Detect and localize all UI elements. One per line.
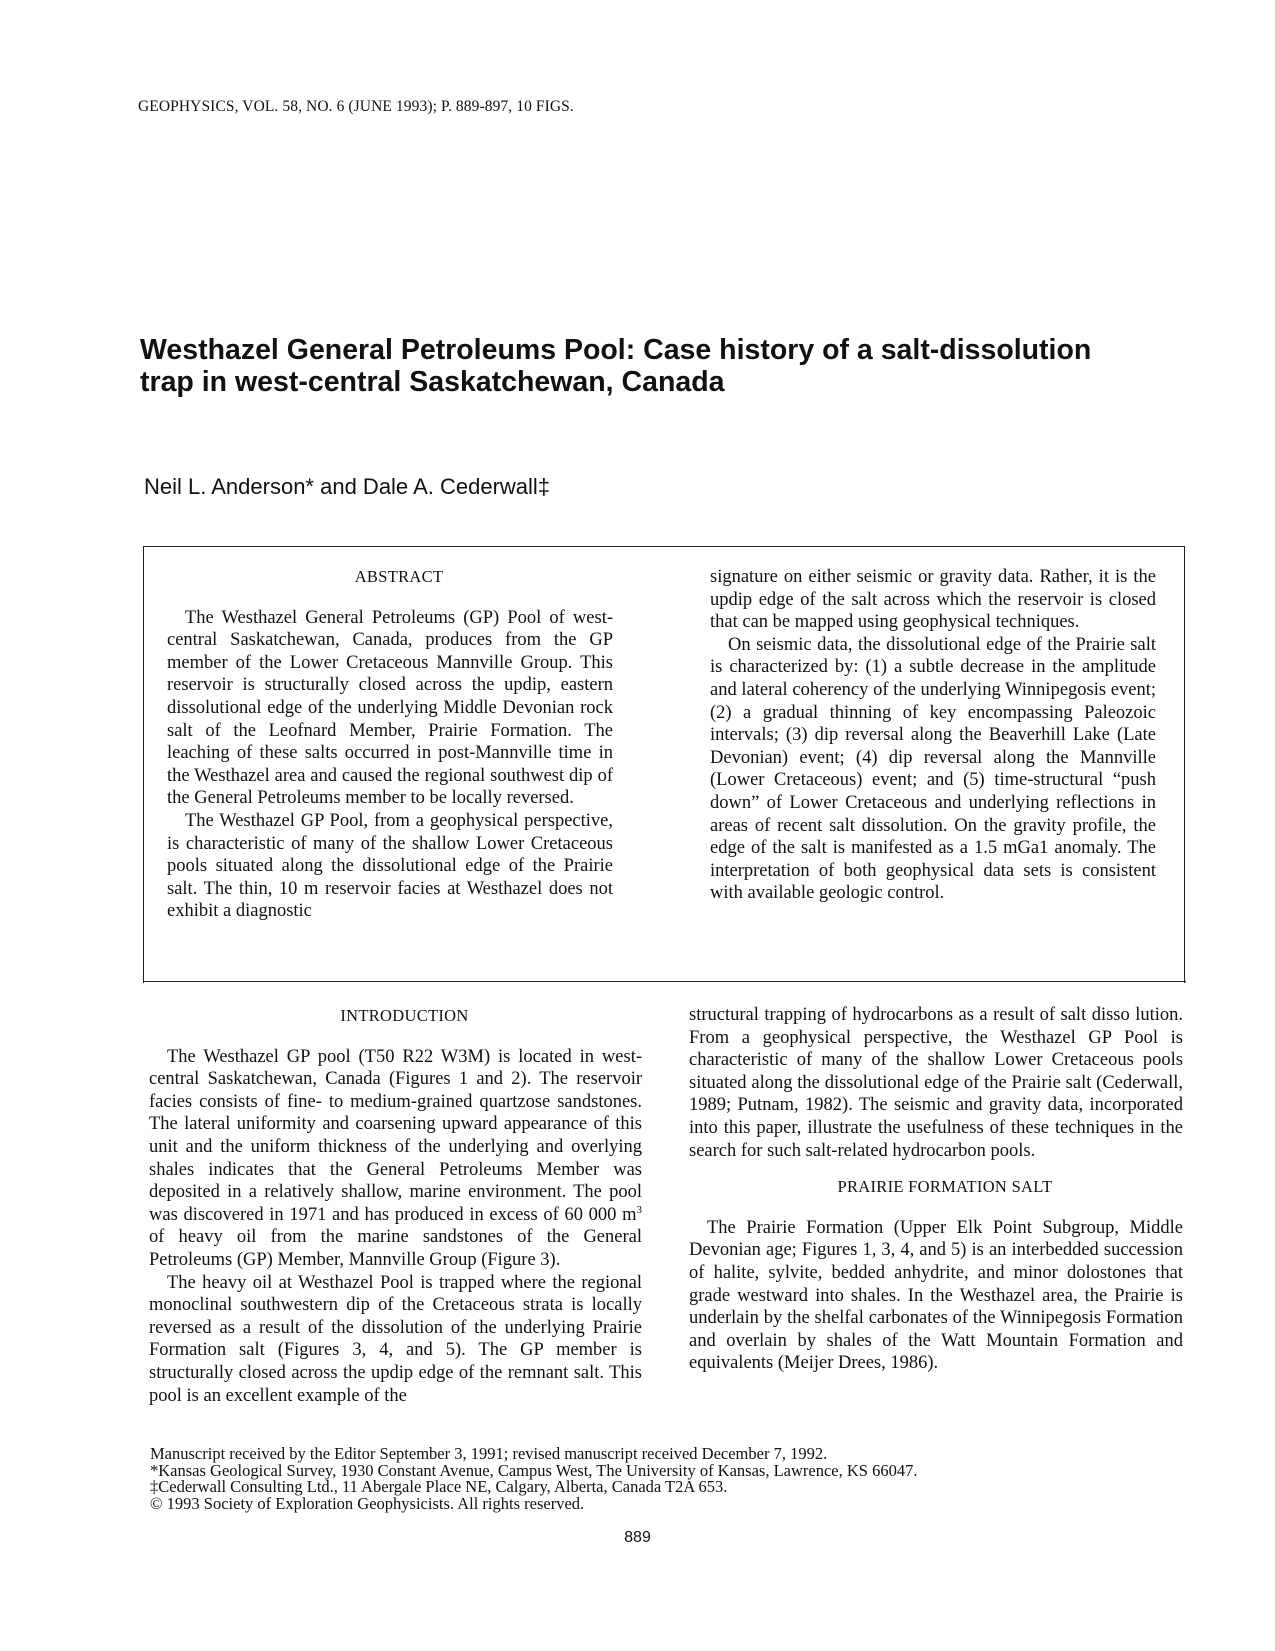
abstract-left-column [167,566,613,923]
author-line: Neil L. Anderson* and Dale A. Cederwall‡ [144,474,551,499]
article-title: Westhazel General Petroleums Pool: Case history of a salt-dissolution trap in west-central Saskatchewan, Canada [140,334,1092,398]
body-paragraph: The heavy oil at Westhazel Pool is trapped where the regional monoclinal southwestern dip of the Cretaceous strata is locally reversed as a result of the dissolution of the underlying Prairie Formation salt (Figures 3, 4, and 5). The GP member is structurally closed across the updip edge of the remnant salt. This pool is an excellent example of the [149,1272,642,1406]
abstract-bottom-rule [143,981,1186,982]
footnote-received: Manuscript received by the Editor September 3, 1991; revised manuscript received December 7, 1992. [150,1444,828,1463]
body-paragraph: The Prairie Formation (Upper Elk Point Subgroup, Middle Devonian age; Figures 1, 3, 4, and 5) is an interbedded succession of halite, sylvite, bedded anhydrite, and minor dolostones that grade westward into shales. In the Westhazel area, the Prairie is underlain by the shelfal carbonates of the Winnipegosis Formation and overlain by shales of the Watt Mountain Formation and equivalents (Meijer Drees, 1986). [689,1217,1183,1374]
introduction-column [149,1005,642,1407]
abstract-paragraph: signature on either seismic or gravity data. Rather, it is the updip edge of the salt across which the reservoir is closed that can be mapped using geophysical techniques. [710,567,1156,633]
footnote-affiliation: *Kansas Geological Survey, 1930 Constant Avenue, Campus West, The University of Kansas, Lawrence, KS 66047. [150,1460,918,1480]
body-text: of heavy oil from the marine sandstones of the General Petroleums (GP) Member, Mannville Group (Figure 3). [149,1227,642,1270]
body-paragraph: structural trapping of hydrocarbons as a result of salt disso lution. From a geophysical perspective, the Westhazel GP Pool is characteristic of many of the shallow Lower Cretaceous pools situated along the dissolutional edge of the Prairie salt (Cederwall, 1989; Putnam, 1982). The seismic and gravity data, incorporated into this paper, illustrate the usefulness of these techniques in the search for such salt-related hydrocarbon pools. [689,1005,1183,1161]
footnotes [150,1446,917,1512]
journal-citation: GEOPHYSICS, VOL. 58, NO. 6 (JUNE 1993); P. 889-897, 10 FIGS. [138,98,574,115]
abstract-right-column [710,566,1156,905]
body-paragraph [149,1046,642,1272]
introduction-heading: INTRODUCTION [340,1006,469,1025]
prairie-heading: PRAIRIE FORMATION SALT [837,1177,1053,1197]
abstract-paragraph: The Westhazel General Petroleums (GP) Pool of west-central Saskatchewan, Canada, produces from the GP member of the Lower Cretaceous Mannville Group. This reservoir is structurally closed across the updip, eastern dissolutional edge of the underlying Middle Devonian rock salt of the Leofnard Member, Prairie Formation. The leaching of these salts occurred in post-Mannville time in the Westhazel area and caused the regional southwest dip of the General Petroleums member to be locally reversed. [167,607,613,809]
footnote-copyright: © 1993 Society of Exploration Geophysicists. All rights reserved. [150,1493,585,1513]
abstract-paragraph: The Westhazel GP Pool, from a geophysical perspective, is characteristic of many of the shallow Lower Cretaceous pools situated along the dissolutional edge of the Prairie salt. The thin, 10 m reservoir facies at Westhazel does not exhibit a diagnostic [167,810,613,922]
body-text: The Westhazel GP pool (T50 R22 W3M) is located in west-central Saskatchewan, Canada (Figures 1 and 2). The reservoir facies consists of fine- to medium-grained quartzose sandstones. The lateral uniformity and coarsening upward appearance of this unit and the uniform thickness of the underlying and overlying shales indicates that the General Petroleums Member was deposited in a relatively shallow, marine environment. The pool was discovered in 1971 and has produced in excess of 60 000 m [149,1046,642,1225]
abstract-heading: ABSTRACT [354,567,444,586]
right-body-column [689,1004,1183,1375]
superscript: 3 [636,1203,642,1216]
abstract-paragraph: On seismic data, the dissolutional edge of the Prairie salt is characterized by: (1) a subtle decrease in the amplitude and lateral coherency of the underlying Winnipegosis event; (2) a gradual thinning of key encompassing Paleozoic intervals; (3) dip reversal along the Beaverhill Lake (Late Devonian) event; (4) dip reversal along the Mannville (Lower Cretaceous) event; and (5) time-structural “push down” of Lower Cretaceous and underlying reflections in areas of recent salt dissolution. On the gravity profile, the edge of the salt is manifested as a 1.5 mGa1 anomaly. The interpretation of both geophysical data sets is consistent with available geologic control. [710,634,1156,904]
page-number: 889 [624,1529,651,1546]
footnote-affiliation: ‡Cederwall Consulting Ltd., 11 Abergale Place NE, Calgary, Alberta, Canada T2A 653. [150,1477,728,1496]
